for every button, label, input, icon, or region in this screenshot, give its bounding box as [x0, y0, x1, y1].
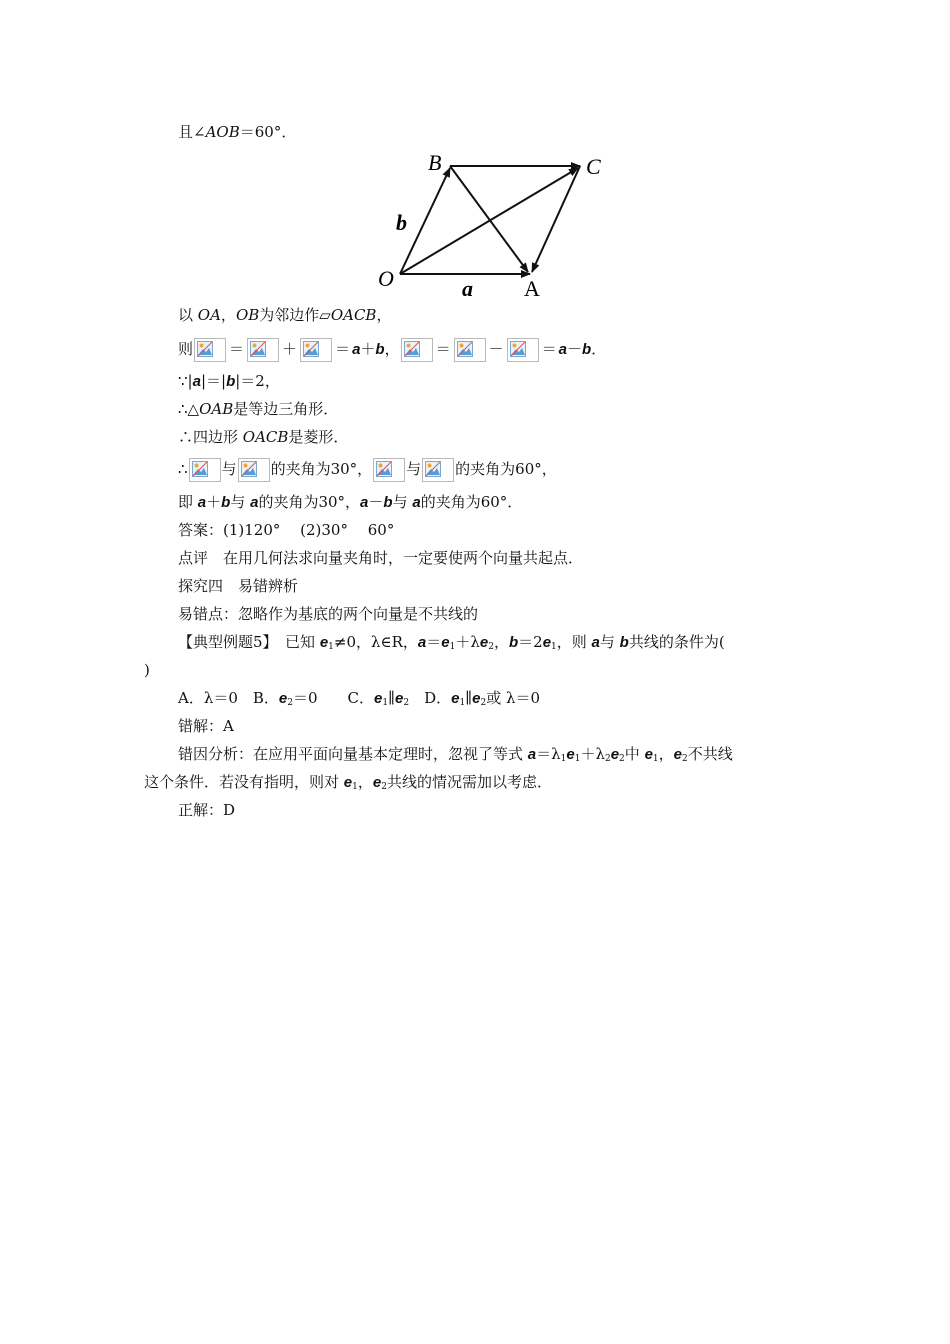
section-heading: 探究四 易错辨析 — [178, 577, 299, 595]
label-A: A — [524, 276, 540, 301]
example-question: 【典型例题5】 已知 $e_1\ne 0$，λ∈R，$a=e_1+\lambda e_2$，$b=2e_1$，则 a与 b共线的条件为( — [178, 633, 725, 652]
label-B: B — [428, 150, 442, 175]
label-b: b — [396, 210, 407, 235]
correct-answer: 正解：D — [178, 801, 236, 819]
text-line-6: ∴四边形 OACB是菱形． — [178, 428, 349, 446]
text-line-3: 则 ＝ ＋ ＝ a＋b， ＝ － ＝ a－b． — [178, 336, 606, 363]
broken-image-icon — [454, 338, 486, 362]
answer-line: 答案：(1)120° (2)30° 60° — [178, 521, 395, 539]
broken-image-icon — [247, 338, 279, 362]
broken-image-icon — [507, 338, 539, 362]
text-line-1: 且∠AOB＝60°． — [178, 123, 297, 141]
vector-OC — [400, 168, 578, 274]
example-question-close: ) — [144, 661, 150, 679]
text-line-7: ∴ 与 的夹角为30°， 与 的夹角为60°， — [178, 456, 557, 482]
label-O: O — [378, 266, 394, 291]
broken-image-icon — [300, 338, 332, 362]
broken-image-icon — [238, 458, 270, 482]
label-C: C — [586, 154, 601, 179]
wrong-answer: 错解：A — [178, 717, 234, 735]
error-analysis-line-2: 这个条件．若没有指明，则对 $e_1$，$e_2$共线的情况需加以考虑． — [144, 773, 552, 792]
comment-line: 点评 在用几何法求向量夹角时，一定要使两个向量共起点． — [178, 549, 584, 567]
text-line-5: ∴△OAB是等边三角形． — [178, 400, 339, 418]
text-line-4: ∵|a|＝|b|＝2， — [178, 372, 280, 390]
broken-image-icon — [401, 338, 433, 362]
text-line-2: 以 OA，OB为邻边作▱OACB， — [178, 306, 392, 324]
error-analysis-line-1: 错因分析：在应用平面向量基本定理时，忽视了等式 $a=\lambda_1e_1+\lambda_2e_2$中 $e_1$，$e_2$不共线 — [178, 745, 733, 764]
broken-image-icon — [373, 458, 405, 482]
text-line-8: 即 a＋b与 a的夹角为30°，a－b与 a的夹角为60°． — [178, 493, 523, 511]
broken-image-icon — [422, 458, 454, 482]
broken-image-icon — [194, 338, 226, 362]
vector-rhombus-diagram — [370, 146, 620, 302]
pitfall-line: 易错点：忽略作为基底的两个向量是不共线的 — [178, 605, 479, 623]
label-a: a — [462, 276, 473, 301]
answer-options: A．λ＝0 B．$e_2=0$ C．$e_1\parallel e_2$ D．$e_1\parallel e_2$或 λ＝0 — [178, 689, 541, 708]
vector-BA — [450, 166, 528, 272]
broken-image-icon — [189, 458, 221, 482]
